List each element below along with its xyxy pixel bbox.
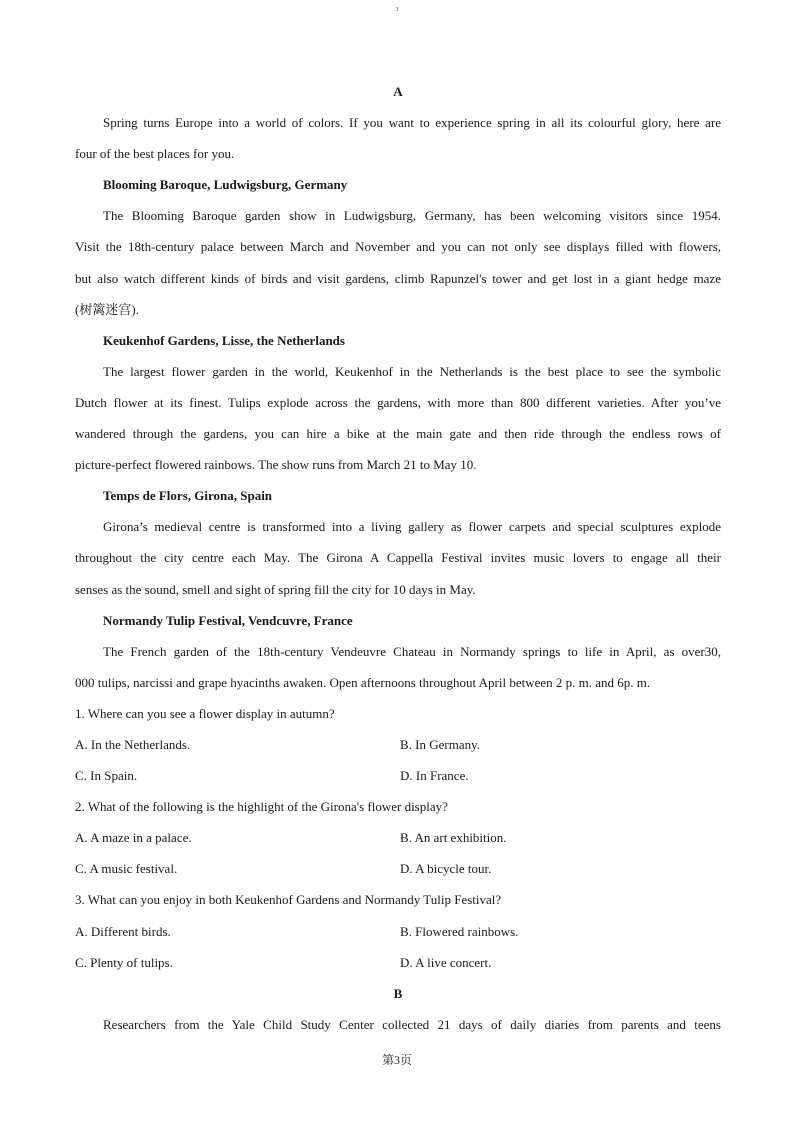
option-c: C. A music festival. [75,861,178,877]
option-d: D. A bicycle tour. [400,861,492,877]
option-row [75,859,721,890]
page-footer: 第3页 [381,1053,412,1067]
place-heading: Normandy Tulip Festival, Vendcuvre, France [103,612,353,628]
paragraph-line: picture-perfect flowered rainbows. The show runs from March 21 to May 10. [75,457,477,473]
question: 3. What can you enjoy in both Keukenhof Gardens and Normandy Tulip Festival? [75,892,502,908]
paragraph-line: throughout the city centre each May. The Girona A Cappella Festival invites music lovers to engage all their [75,550,721,566]
section-b-title: B [393,985,403,1001]
option-row [75,766,721,797]
paragraph-line: Visit the 18th-century palace between March and November and you can not only see displays filled with flowers, [75,239,721,255]
place-heading: Blooming Baroque, Ludwigsburg, Germany [103,177,348,193]
paragraph-line: (树篱迷宫). [75,301,139,317]
paragraph-line: The Blooming Baroque garden show in Ludwigsburg, Germany, has been welcoming visitors since 1954. [103,208,721,224]
option-a: A. Different birds. [75,923,171,939]
option-a: A. In the Netherlands. [75,736,191,752]
paragraph-line: senses as the sound, smell and sight of spring fill the city for 10 days in May. [75,581,476,597]
document-body [75,82,721,1046]
intro-line: four of the best places for you. [75,146,235,162]
paragraph-line: The largest flower garden in the world, Keukenhof in the Netherlands is the best place to see the symbolic [103,363,721,379]
place-heading: Temps de Flors, Girona, Spain [103,488,273,504]
paragraph-line: The French garden of the 18th-century Vendeuvre Chateau in Normandy springs to life in April, as over30, [103,643,721,659]
option-c: C. Plenty of tulips. [75,954,173,970]
paragraph-line: Girona’s medieval centre is transformed into a living gallery as flower carpets and special sculptures explode [103,519,721,535]
question: 1. Where can you see a flower display in autumn? [75,705,335,721]
paragraph-line: Dutch flower at its finest. Tulips explode across the gardens, with more than 800 different varieties. After you’ve [75,394,721,410]
option-d: D. In France. [400,768,469,784]
section-a-title: A [393,84,403,99]
paragraph-line: but also watch different kinds of birds and visit gardens, climb Rapunzel's tower and get lost in a giant hedge maze [75,270,721,286]
paragraph-line: Researchers from the Yale Child Study Center collected 21 days of daily diaries from parents and teens [103,1016,721,1032]
option-row [75,922,721,953]
option-a: A. A maze in a palace. [75,830,192,846]
intro-line: Spring turns Europe into a world of colors. If you want to experience spring in all its colourful glory, here are [103,115,721,131]
place-heading: Keukenhof Gardens, Lisse, the Netherlands [103,332,345,348]
option-c: C. In Spain. [75,768,138,784]
question: 2. What of the following is the highlight of the Girona's flower display? [75,799,448,815]
option-row [75,735,721,766]
page-marker: 3 [395,7,399,13]
option-b: B. In Germany. [400,736,481,752]
paragraph-line: wandered through the gardens, you can hire a bike at the main gate and then ride through the endless rows of [75,426,721,442]
option-b: B. Flowered rainbows. [400,923,519,939]
option-row [75,828,721,859]
option-d: D. A live concert. [400,954,492,970]
option-row [75,953,721,984]
option-b: B. An art exhibition. [400,830,507,846]
paragraph-line: 000 tulips, narcissi and grape hyacinths awaken. Open afternoons throughout April between 2 p. m. and 6p. m. [75,674,651,690]
